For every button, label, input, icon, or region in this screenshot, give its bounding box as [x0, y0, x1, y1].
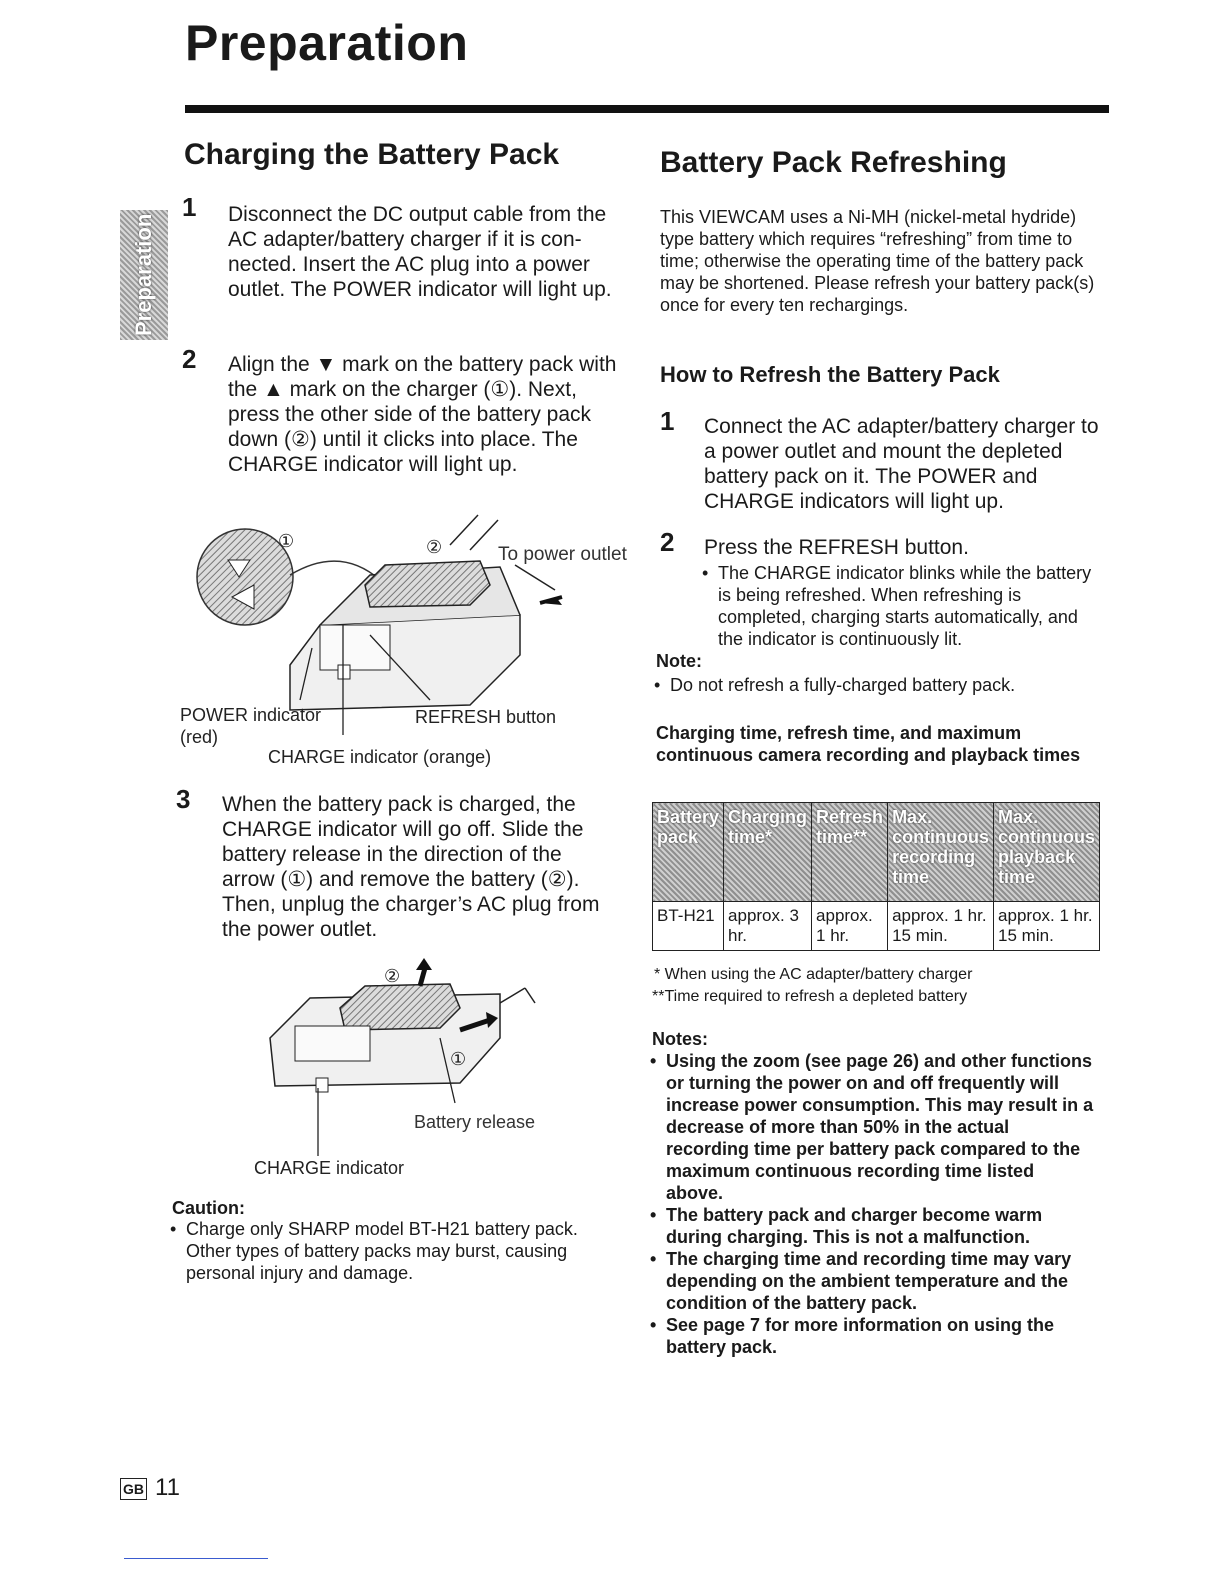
fig2-label-release: Battery release	[414, 1112, 536, 1132]
left-step1-text: Disconnect the DC output cable from the AC adapter/battery charger if it is con-nected. Insert the AC plug into a power outlet. The POWER indicator will light up.	[228, 203, 612, 301]
notes-item: • The charging time and recording time may vary depending on the ambient temperature and the condition of the battery pack.	[648, 1248, 1096, 1314]
table-cell: approx. 1 hr.	[812, 902, 888, 951]
left-step1-number: 1	[182, 192, 197, 222]
fig2-marker-2: ②	[384, 966, 401, 986]
refresh-intro: This VIEWCAM uses a Ni-MH (nickel-metal hydride) type battery which requires “refreshing” from time to time; otherwise the operating time of the battery pack may be shortened. Please refresh your battery pack(s) once for every ten rechargings.	[660, 207, 1095, 315]
section-side-tab	[120, 210, 168, 340]
table-header-cell: Charging time*	[724, 803, 812, 902]
table-row	[653, 902, 1100, 951]
notes-item: • The battery pack and charger become warm during charging. This is not a malfunction.	[648, 1204, 1096, 1248]
caution-list	[168, 1218, 598, 1284]
left-step3-number: 3	[176, 784, 191, 814]
battery-pack	[340, 984, 460, 1030]
table-cell: BT-H21	[653, 902, 724, 951]
language-badge: GB	[120, 1478, 147, 1500]
right-step1-number: 1	[660, 406, 675, 436]
fig1-label-refresh: REFRESH button	[415, 707, 557, 727]
refresh-step2-bullet: • The CHARGE indicator blinks while the battery is being refreshed. When refreshing is completed, charging starts automatically, and the indicator is continuously lit.	[700, 562, 1105, 650]
notes-item: • See page 7 for more information on using the battery pack.	[648, 1314, 1096, 1358]
right-step1-text: Connect the AC adapter/battery charger to a power outlet and mount the depleted battery pack on it. The POWER and CHARGE indicators will light up.	[704, 415, 1099, 513]
table-header-cell: Max. continuous playback time	[994, 803, 1100, 902]
right-heading: Battery Pack Refreshing	[660, 146, 1007, 179]
charger-mounting-figure	[170, 505, 640, 780]
right-step2-text: Press the REFRESH button.	[704, 536, 969, 559]
fig1-marker-1: ①	[278, 531, 295, 551]
table-cell: approx. 1 hr. 15 min.	[994, 902, 1100, 951]
table-header-cell: Battery pack	[653, 803, 724, 902]
lift-arrow-icon	[416, 958, 432, 970]
table-header-cell: Max. continuous recording time	[888, 803, 994, 902]
fig2-marker-1: ①	[450, 1049, 467, 1069]
refresh-step2-bullets	[700, 562, 1105, 650]
battery-times-table	[652, 802, 1100, 951]
footer-rule	[124, 1558, 268, 1559]
note-list	[652, 674, 1102, 696]
side-tab-label: Preparation	[131, 213, 156, 337]
table-cell: approx. 3 hr.	[724, 902, 812, 951]
fig1-label-power: POWER indicator	[180, 705, 322, 725]
left-step2-number: 2	[182, 344, 197, 374]
caution-title: Caution:	[172, 1198, 245, 1218]
notes-list	[648, 1050, 1096, 1358]
fig1-label-outlet: To power outlet	[498, 544, 627, 565]
page-number: 11	[155, 1474, 180, 1501]
notes-item: • Using the zoom (see page 26) and other functions or turning the power on and off frequently will increase power consumption. This may result in a decrease of more than 50% in the actual recording time per battery pack compared to the maximum continuous recording time listed above.	[648, 1050, 1096, 1204]
table-header-cell: Refresh time**	[812, 803, 888, 902]
left-step2-text: Align the ▼ mark on the battery pack with the ▲ mark on the charger (①). Next, press the other side of the battery pack down (②) until it clicks into place. The CHARGE indicator will light up.	[228, 353, 617, 476]
fig1-label-red: (red)	[180, 727, 219, 747]
note-item: • Do not refresh a fully-charged battery pack.	[652, 674, 1102, 696]
fig2-label-charge: CHARGE indicator	[254, 1158, 405, 1178]
page-title: Preparation	[185, 15, 469, 71]
table-title: Charging time, refresh time, and maximum continuous camera recording and playback times	[656, 723, 1081, 765]
left-step3-text: When the battery pack is charged, the CHARGE indicator will go off. Slide the battery release in the direction of the arrow (①) and remove the battery (②). Then, unplug the charger’s AC plug from the power outlet.	[222, 793, 600, 941]
title-rule	[185, 105, 1109, 113]
battery-pack	[365, 561, 490, 607]
fig1-label-charge: CHARGE indicator (orange)	[268, 747, 492, 767]
notes-title: Notes:	[652, 1029, 709, 1049]
right-step2-number: 2	[660, 527, 675, 557]
note-title: Note:	[656, 651, 702, 671]
caution-item: • Charge only SHARP model BT-H21 battery pack. Other types of battery packs may burst, causing personal injury and damage.	[168, 1218, 598, 1284]
table-cell: approx. 1 hr. 15 min.	[888, 902, 994, 951]
fig1-marker-2: ②	[426, 537, 443, 557]
footnote-1: * When using the AC adapter/battery charger	[654, 966, 973, 983]
footnote-2: **Time required to refresh a depleted battery	[652, 988, 968, 1005]
refresh-subheading: How to Refresh the Battery Pack	[660, 362, 1000, 387]
left-heading: Charging the Battery Pack	[184, 138, 560, 171]
charge-indicator-lamp	[338, 665, 350, 679]
battery-removal-figure	[250, 958, 610, 1188]
table-header-row	[653, 803, 1100, 902]
